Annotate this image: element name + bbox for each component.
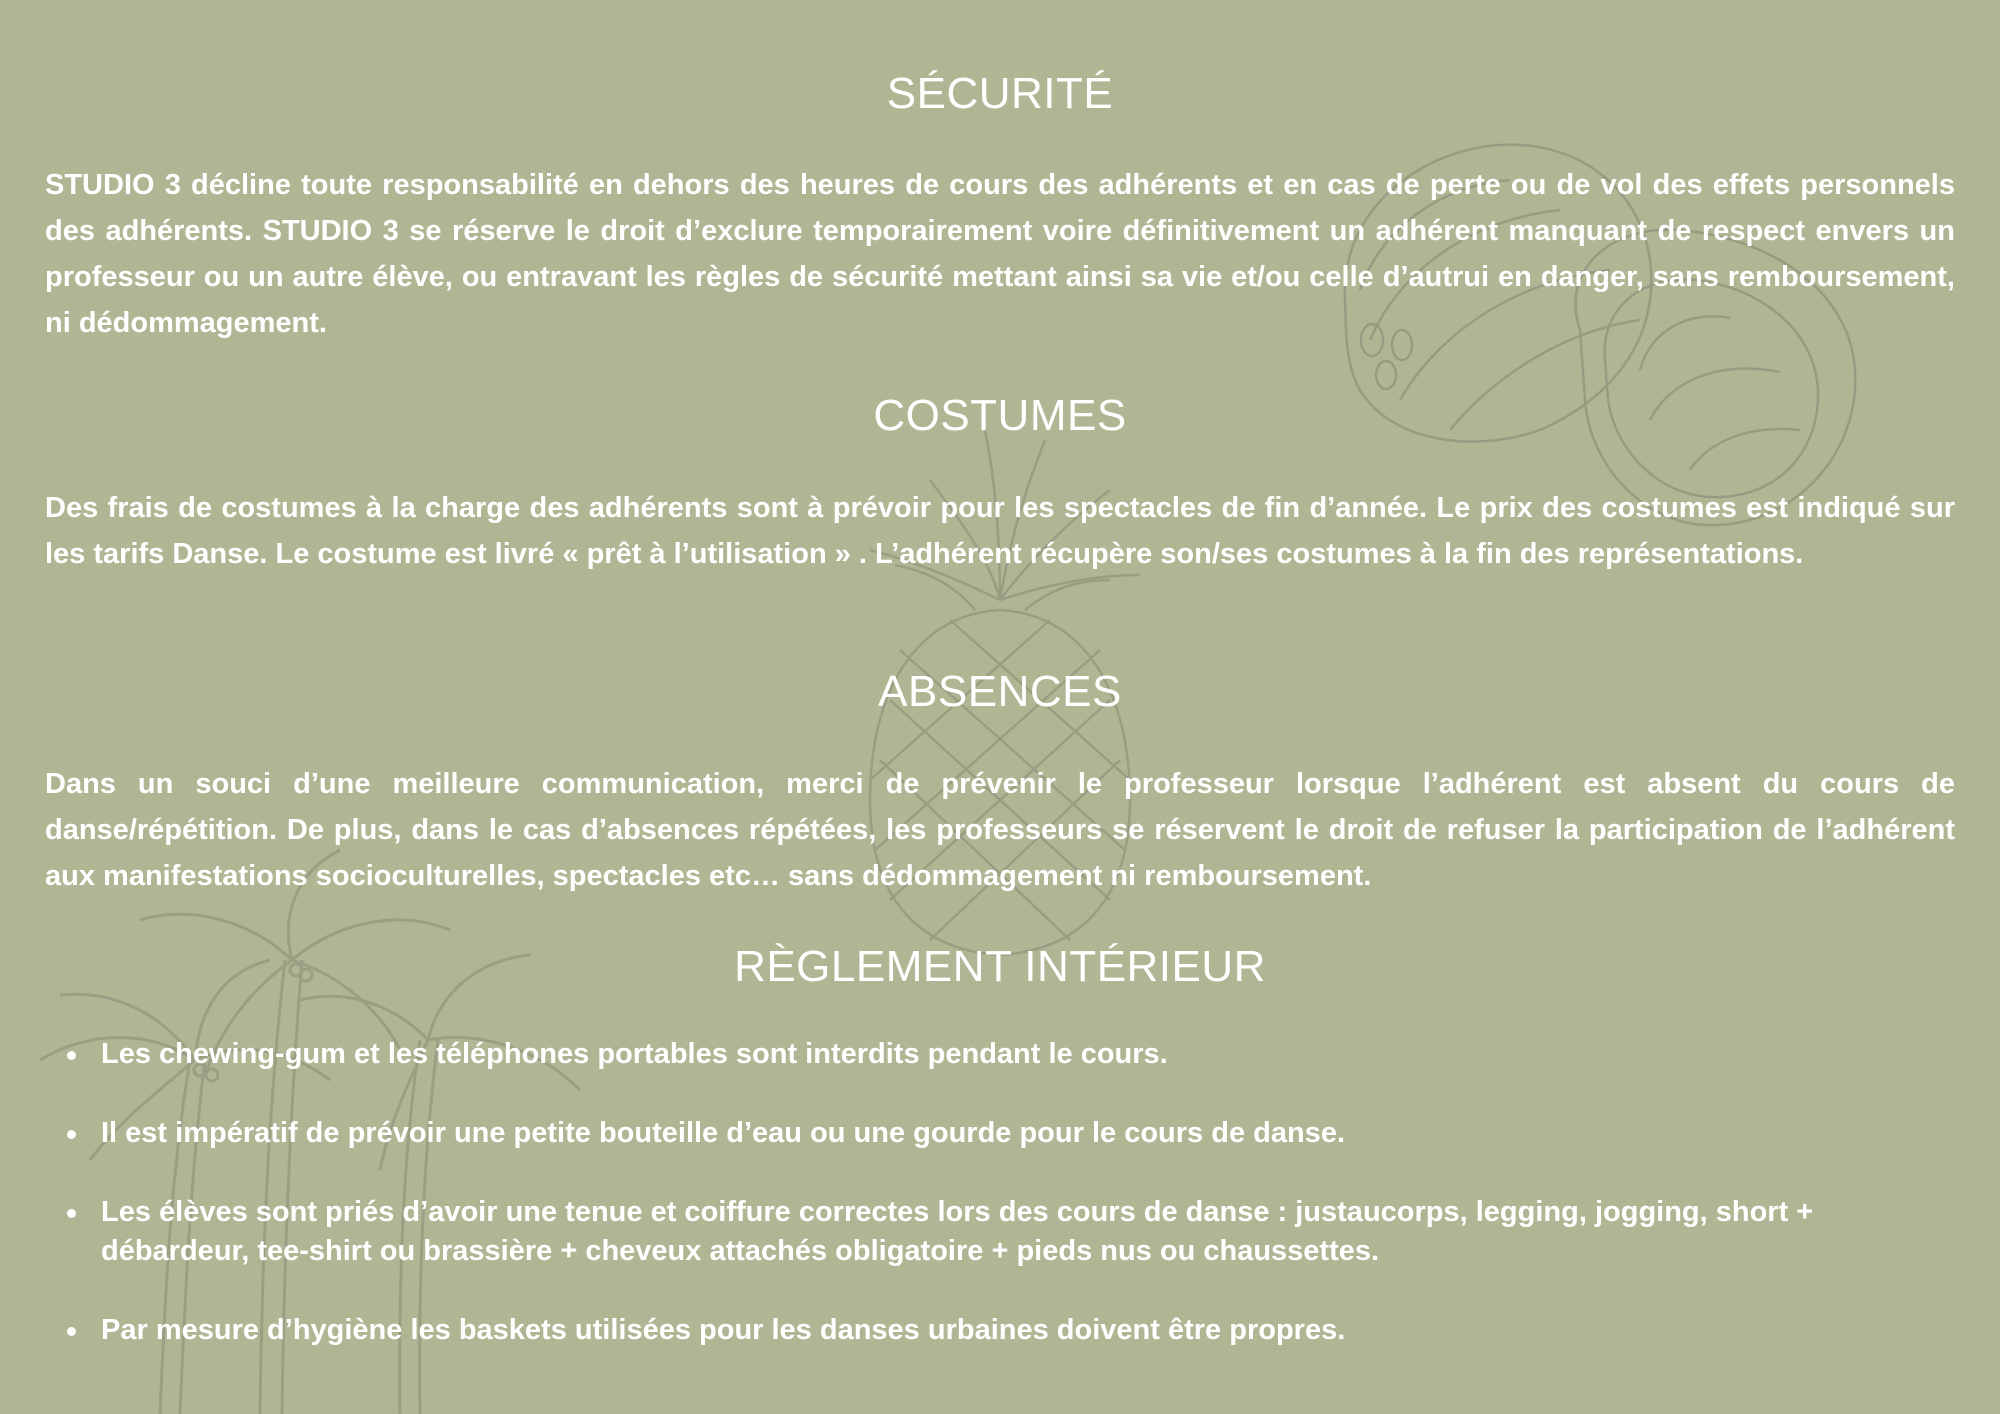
securite-text: STUDIO 3 décline toute responsabilité en dehors des heures de cours des adhérents et en cas de perte ou de vol des effets personnels des adhérents. STUDIO 3 se réserve le droit d’exclure temporairement voire définitivement un adhérent manquant de respect envers un professeur ou un autre élève, ou entravant les règles de sécurité mettant ainsi sa vie et/ou celle d’autrui en danger, sans remboursement, ni dédommagement. bbox=[45, 169, 1955, 339]
bullet-icon bbox=[67, 1051, 76, 1060]
absences-text: Dans un souci d’une meilleure communication, merci de prévenir le professeur lorsque l’adhérent est absent du cours de danse/répétition. De plus, dans le cas d’absences répétées, les professeurs se réservent le droit de refuser la participation de l’adhérent aux manifestations socioculturelles, spectacles etc… sans dédommagement ni remboursement. bbox=[45, 768, 1955, 892]
list-item bbox=[45, 1114, 1955, 1153]
rules-document bbox=[45, 0, 1955, 1414]
costumes-heading: COSTUMES bbox=[873, 391, 1127, 440]
costumes-text: Des frais de costumes à la charge des adhérents sont à prévoir pour les spectacles de fin d’année. Le prix des costumes est indiqué sur les tarifs Danse. Le costume est livré « prêt à l’utilisation » . L’adhérent récupère son/ses costumes à la fin des représentations. bbox=[45, 492, 1955, 570]
list-item bbox=[45, 1311, 1955, 1350]
absences-heading: ABSENCES bbox=[878, 667, 1122, 716]
rule-text: Par mesure d’hygiène les baskets utilisées pour les danses urbaines doivent être propres. bbox=[101, 1314, 1346, 1346]
rule-text: Les chewing-gum et les téléphones portables sont interdits pendant le cours. bbox=[101, 1038, 1168, 1070]
rules-list bbox=[45, 1035, 1955, 1390]
list-item bbox=[45, 1035, 1955, 1074]
securite-heading: SÉCURITÉ bbox=[886, 69, 1114, 118]
rule-text: Les élèves sont priés d’avoir une tenue et coiffure correctes lors des cours de danse : justaucorps, legging, jogging, short + débardeur, tee-shirt ou brassière + cheveux attachés obligatoire + pieds nus ou chaussettes. bbox=[101, 1196, 1814, 1267]
bullet-icon bbox=[67, 1130, 76, 1139]
bullet-icon bbox=[67, 1327, 76, 1336]
reglement-heading: RÈGLEMENT INTÉRIEUR bbox=[734, 942, 1266, 991]
list-item bbox=[45, 1193, 1955, 1271]
bullet-icon bbox=[67, 1209, 76, 1218]
rule-text: Il est impératif de prévoir une petite bouteille d’eau ou une gourde pour le cours de danse. bbox=[101, 1117, 1345, 1149]
